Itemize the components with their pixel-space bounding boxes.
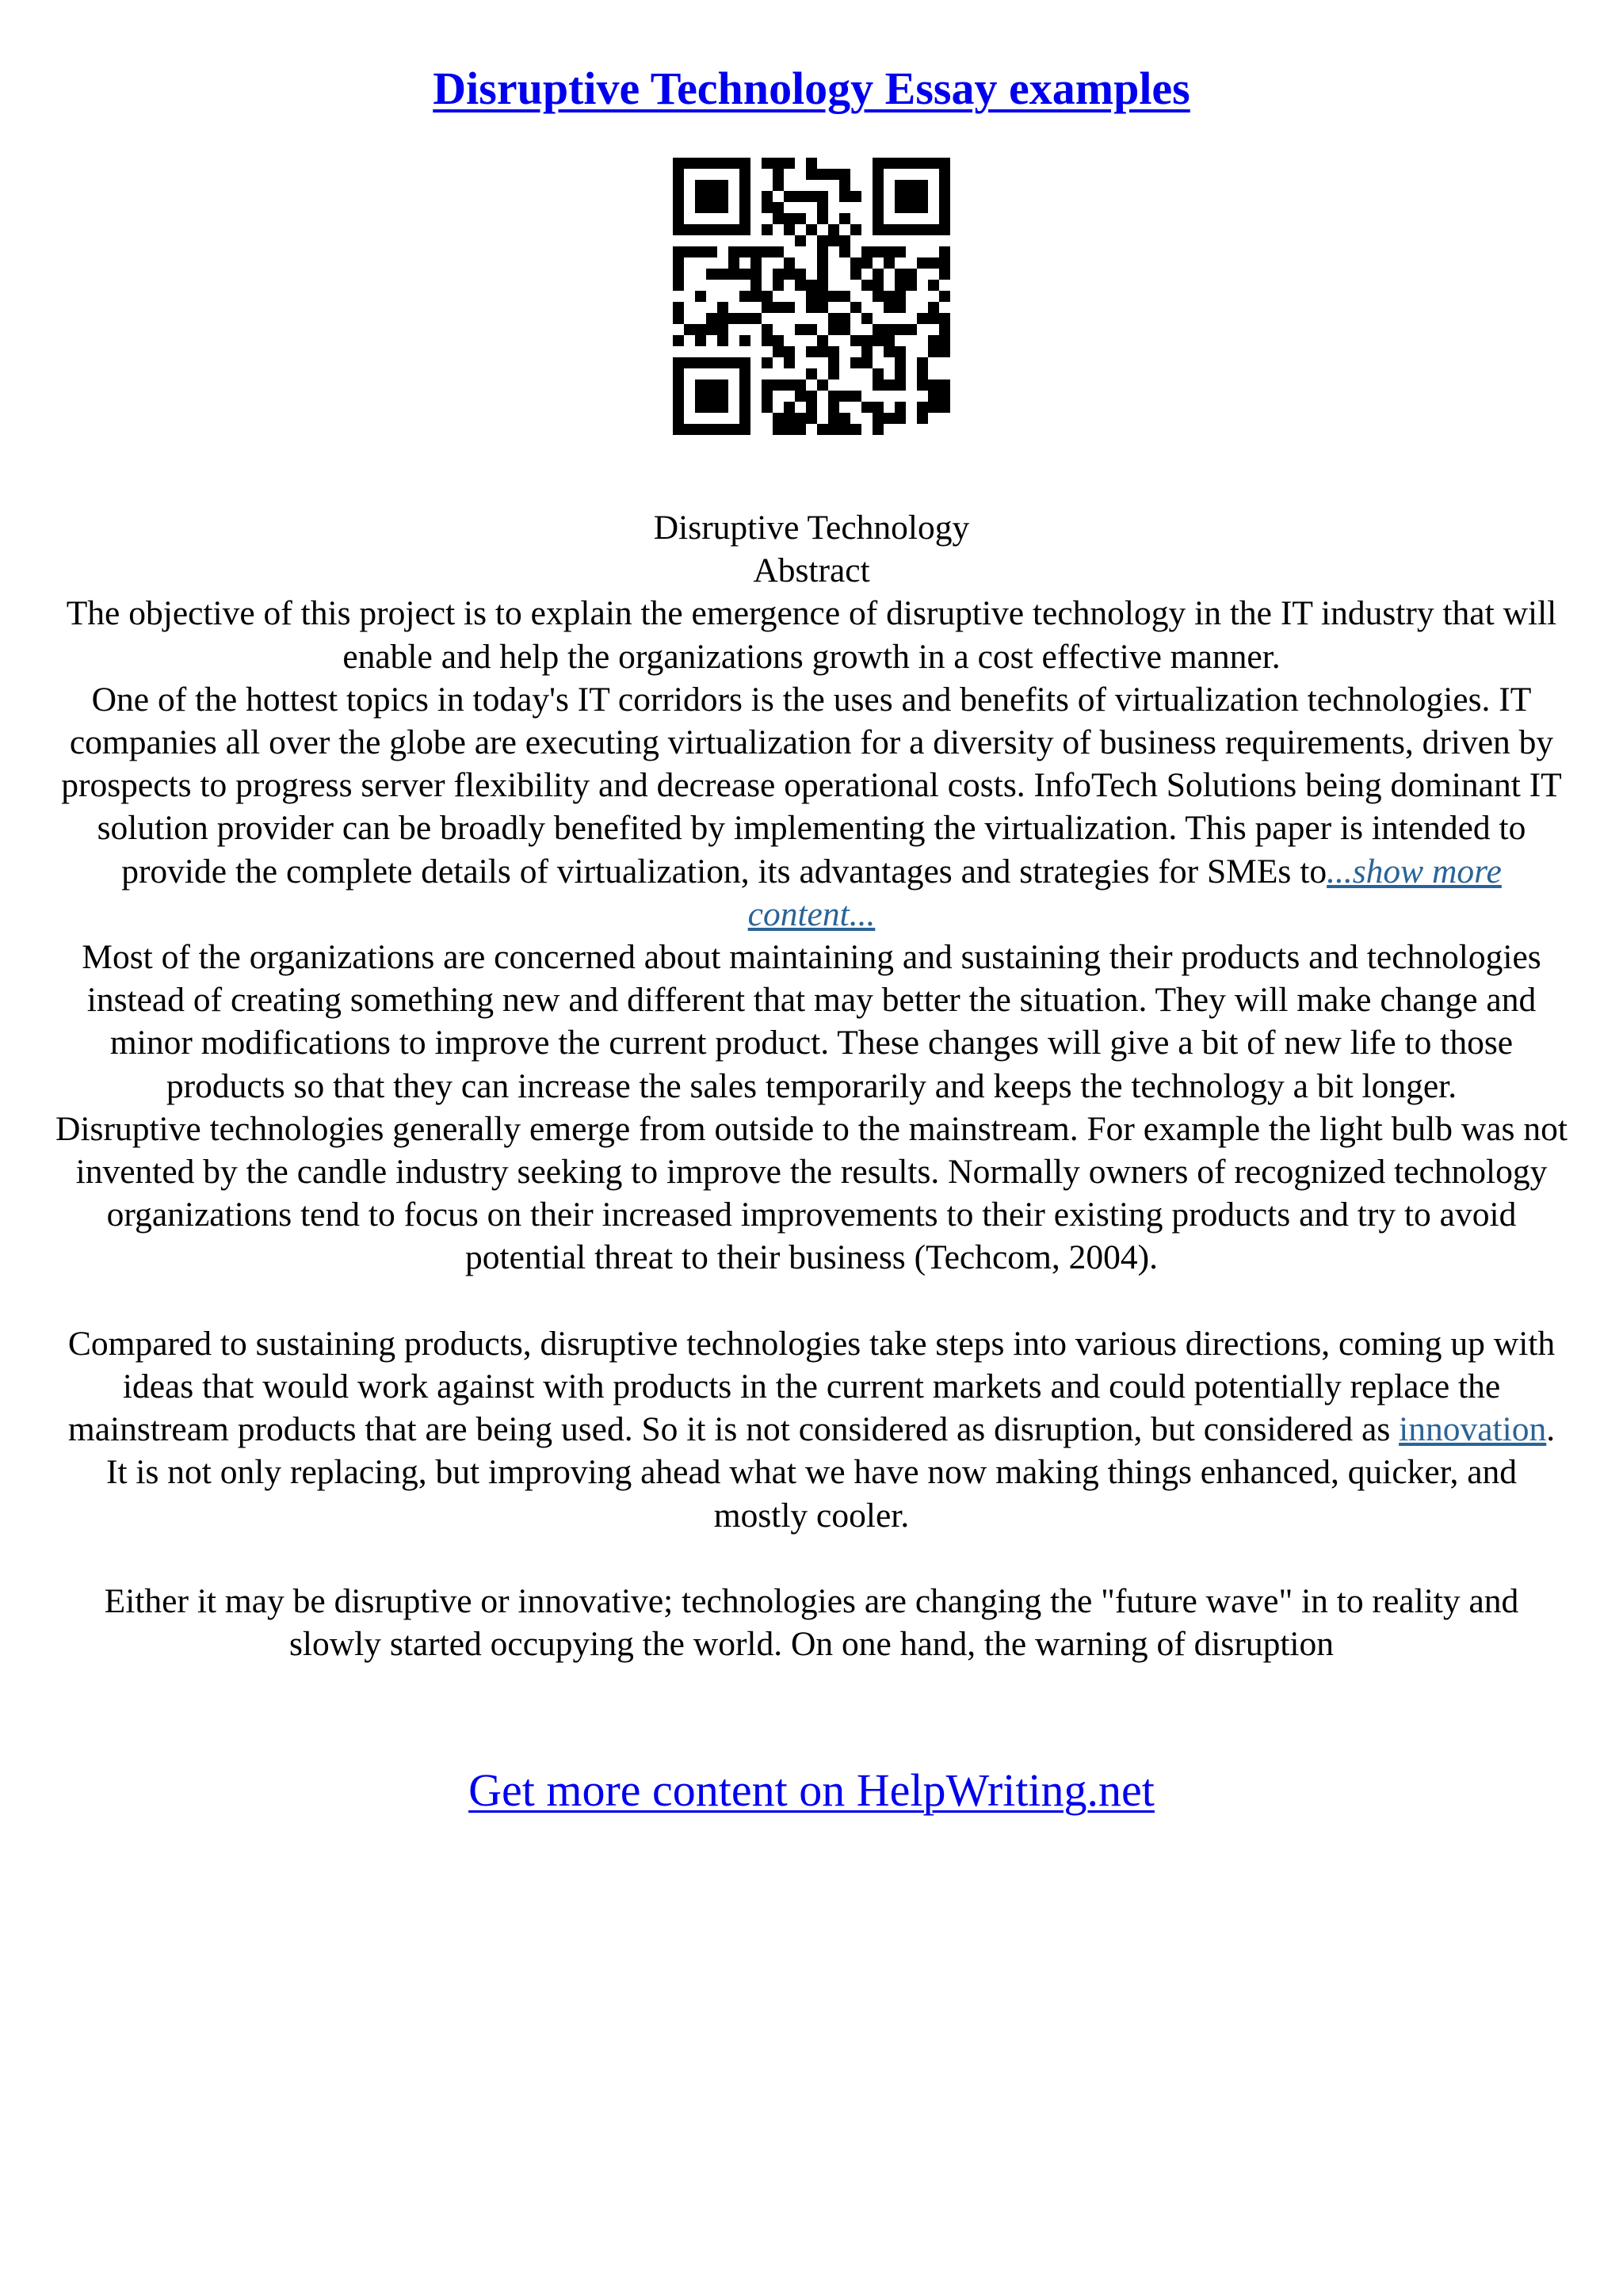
paragraph-objective: The objective of this project is to explain the emergence of disruptive technology in the IT industry that will enable and help the organizations growth in a cost effective manner. bbox=[66, 594, 1557, 676]
document-title bbox=[0, 57, 1623, 120]
paragraph-virtualization-text: One of the hottest topics in today's IT corridors is the uses and benefits of virtualization technologies. IT companies all over the globe are executing virtualization for a diversity of business requirements, driven by prospects to progress server flexibility and decrease operational costs. InfoTech Solutions being dominant IT solution provider can be broadly benefited by implementing the virtualization. This paper is intended to provide the complete details of virtualization, its advantages and strategies for SMEs to bbox=[61, 680, 1562, 891]
paragraph-mainstream: Disruptive technologies generally emerge from outside to the mainstream. For example the light bulb was not invented by the candle industry seeking to improve the results. Normally owners of recognized technology organizations tend to focus on their increased improvements to their existing products and try to avoid potential threat to their business (Techcom, 2004). bbox=[55, 1109, 1568, 1277]
essay-subheading: Abstract bbox=[753, 551, 870, 590]
essay-heading: Disruptive Technology bbox=[653, 509, 970, 547]
title-link[interactable]: Disruptive Technology Essay examples bbox=[433, 63, 1190, 114]
qr-code-icon bbox=[673, 158, 950, 435]
paragraph-organizations: Most of the organizations are concerned about maintaining and sustaining their products and technologies instead of creating something new and different that may better the situation. They will make change and minor modifications to improve the current product. These changes will give a bit of new life to those products so that they can increase the sales temporarily and keeps the technology a bit longer. bbox=[82, 938, 1541, 1105]
paragraph-spacer bbox=[55, 1537, 1568, 1580]
show-more-link[interactable]: ...show more content... bbox=[747, 852, 1502, 933]
paragraph-compared-text: Compared to sustaining products, disruptive technologies take steps into various directions, coming up with ideas that would work against with products in the current markets and could potentially replace the mainstream products that are being used. So it is not considered as disruption, but considered as bbox=[67, 1324, 1556, 1449]
paragraph-future-wave: Either it may be disruptive or innovative; technologies are changing the "future wave" in to reality and slowly started occupying the world. On one hand, the warning of disruption bbox=[104, 1582, 1519, 1664]
get-more-content-link[interactable]: Get more content on HelpWriting.net bbox=[468, 1764, 1155, 1816]
paragraph-virtualization bbox=[55, 678, 1568, 936]
paragraph-compared bbox=[55, 1322, 1568, 1537]
paragraph-spacer bbox=[55, 1280, 1568, 1322]
footer bbox=[0, 1760, 1623, 1821]
essay-body bbox=[55, 506, 1568, 1665]
paragraph-compared-text-end: . It is not only replacing, but improving ahead what we have now making things enhanced, quicker, and mostly cooler. bbox=[105, 1410, 1556, 1535]
innovation-link[interactable]: innovation bbox=[1399, 1410, 1547, 1449]
